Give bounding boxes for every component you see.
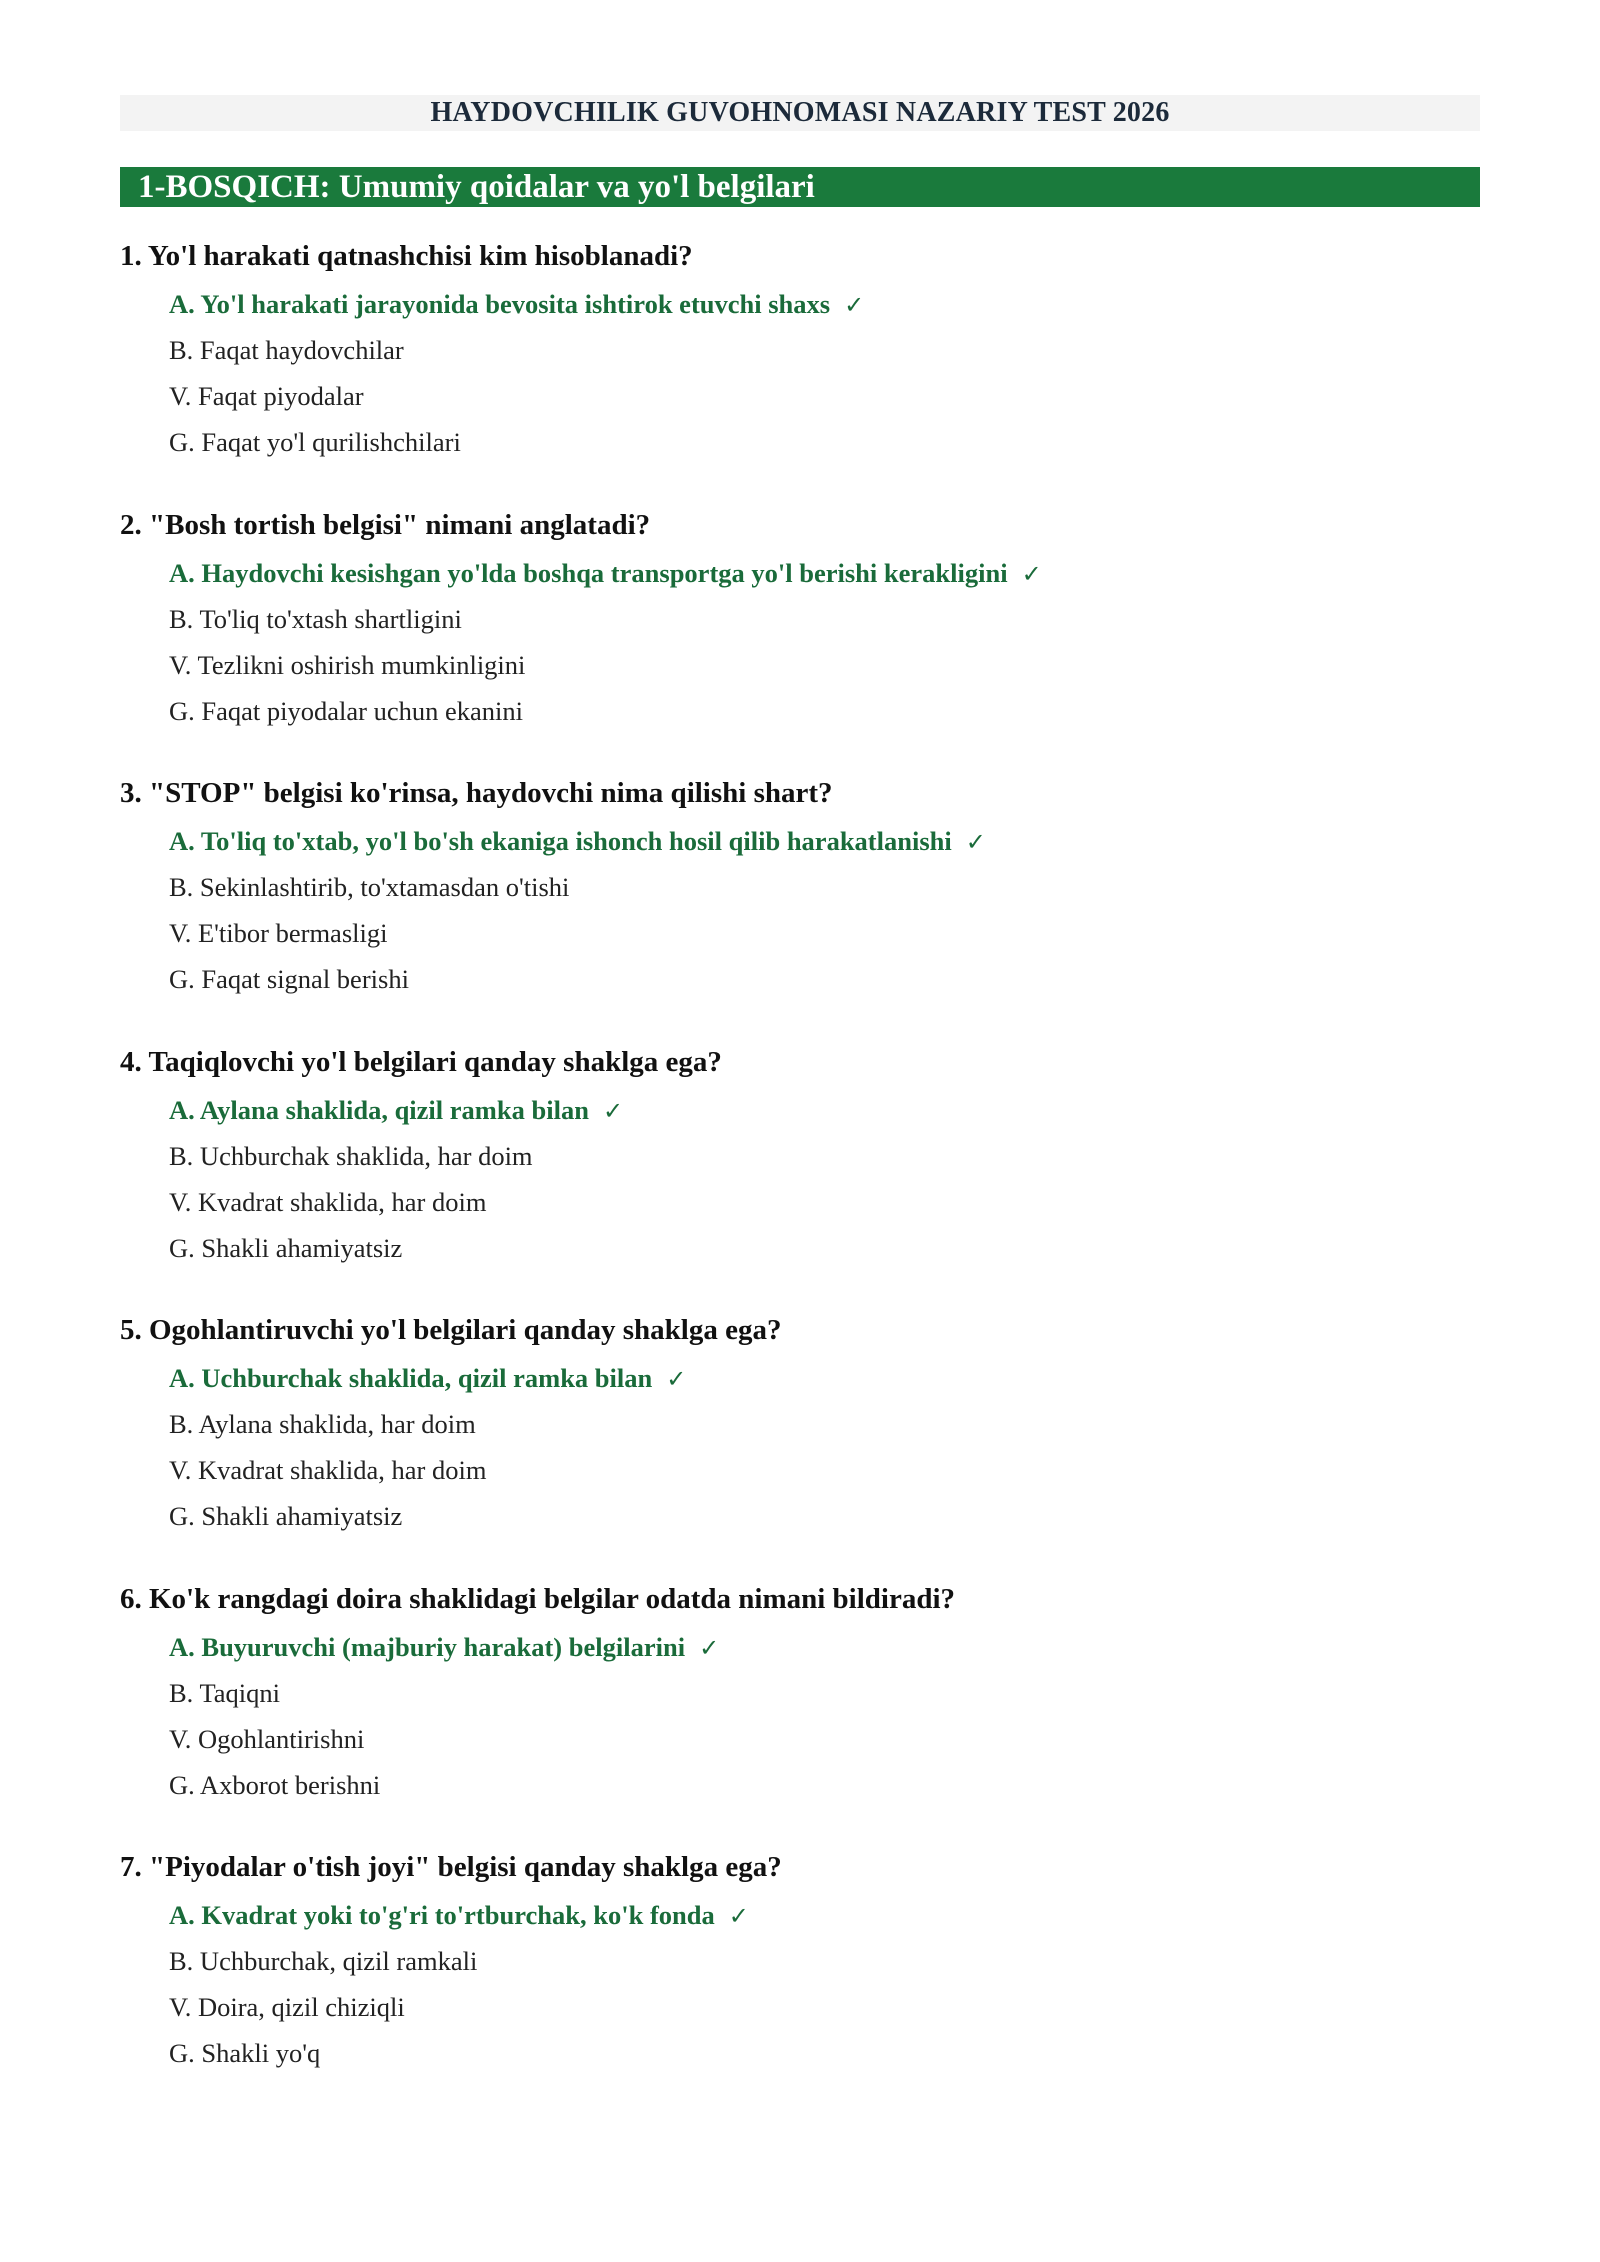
option-label: A. Buyuruvchi (majburiy harakat) belgilarini: [169, 1631, 686, 1662]
question-text: 2. "Bosh tortish belgisi" nimani anglatadi?: [120, 508, 651, 541]
answer-option: V. Tezlikni oshirish mumkinligini: [169, 649, 526, 680]
answer-option: B. Aylana shaklida, har doim: [169, 1409, 476, 1439]
section-header: 1-BOSQICH: Umumiy qoidalar va yo'l belgilari: [120, 167, 1480, 207]
answer-option: G. Shakli ahamiyatsiz: [169, 1501, 403, 1531]
question-2: [120, 500, 1480, 769]
answer-option: V. Ogohlantirishni: [169, 1723, 365, 1754]
answer-option: B. Taqiqni: [169, 1677, 281, 1708]
answer-option-correct: [120, 1087, 1480, 1133]
question-4: [120, 1037, 1480, 1306]
question-text: 6. Ko'k rangdagi doira shaklidagi belgilar odatda nimani bildiradi?: [120, 1582, 956, 1615]
question-text: 7. "Piyodalar o'tish joyi" belgisi qanday shaklga ega?: [120, 1851, 782, 1883]
answer-option: V. Faqat piyodalar: [169, 381, 364, 411]
answer-option: G. Faqat signal berishi: [169, 964, 409, 994]
answer-option-correct: [120, 1624, 1480, 1670]
question-text: 1. Yo'l harakati qatnashchisi kim hisoblanadi?: [120, 240, 693, 272]
answer-option: B. Faqat haydovchilar: [169, 335, 404, 365]
answer-option: B. Sekinlashtirib, to'xtamasdan o'tishi: [169, 872, 570, 902]
answer-option: G. Faqat yo'l qurilishchilari: [169, 427, 461, 457]
check-icon: ✓: [965, 828, 986, 856]
answer-option: G. Shakli yo'q: [169, 2038, 321, 2068]
question-list: [120, 231, 1480, 2111]
option-label: A. Uchburchak shaklida, qizil ramka bilan: [169, 1363, 653, 1393]
option-label: A. Kvadrat yoki to'g'ri to'rtburchak, ko'k fonda: [169, 1900, 715, 1930]
answer-option: V. Kvadrat shaklida, har doim: [169, 1455, 487, 1485]
answer-option: V. Kvadrat shaklida, har doim: [169, 1186, 487, 1217]
answer-option: G. Axborot berishni: [169, 1769, 381, 1800]
answer-option: V. E'tibor bermasligi: [169, 918, 388, 948]
document-title: HAYDOVCHILIK GUVOHNOMASI NAZARIY TEST 2026: [120, 95, 1480, 131]
answer-option-correct: [120, 818, 1480, 864]
check-icon: ✓: [844, 291, 865, 319]
check-icon: ✓: [1021, 559, 1042, 588]
answer-option-correct: [120, 550, 1480, 596]
answer-option: V. Doira, qizil chiziqli: [169, 1992, 405, 2022]
answer-option: G. Shakli ahamiyatsiz: [169, 1232, 403, 1263]
answer-option-correct: [120, 1355, 1480, 1401]
document-page: [120, 95, 1480, 2111]
question-7: [120, 1842, 1480, 2111]
question-text: 3. "STOP" belgisi ko'rinsa, haydovchi nima qilishi shart?: [120, 777, 833, 809]
check-icon: ✓: [699, 1633, 720, 1662]
question-5: [120, 1305, 1480, 1574]
question-text: 5. Ogohlantiruvchi yo'l belgilari qanday shaklga ega?: [120, 1314, 782, 1346]
option-label: A. Haydovchi kesishgan yo'lda boshqa transportga yo'l berishi kerakligini: [169, 557, 1008, 588]
answer-option: G. Faqat piyodalar uchun ekanini: [169, 695, 523, 726]
question-3: [120, 768, 1480, 1037]
option-label: A. Aylana shaklida, qizil ramka bilan: [169, 1094, 589, 1125]
option-label: A. Yo'l harakati jarayonida bevosita ishtirok etuvchi shaxs: [169, 289, 831, 319]
check-icon: ✓: [602, 1096, 624, 1125]
answer-option-correct: [120, 281, 1480, 327]
answer-option: B. Uchburchak shaklida, har doim: [169, 1140, 533, 1171]
answer-option: B. To'liq to'xtash shartligini: [169, 603, 462, 634]
question-6: [120, 1574, 1480, 1843]
answer-option: B. Uchburchak, qizil ramkali: [169, 1946, 478, 1976]
question-1: [120, 231, 1480, 500]
option-label: A. To'liq to'xtab, yo'l bo'sh ekaniga ishonch hosil qilib harakatlanishi: [169, 826, 952, 856]
check-icon: ✓: [666, 1365, 687, 1393]
question-text: 4. Taqiqlovchi yo'l belgilari qanday shaklga ega?: [120, 1045, 722, 1078]
check-icon: ✓: [728, 1902, 749, 1930]
answer-option-correct: [120, 1892, 1480, 1938]
